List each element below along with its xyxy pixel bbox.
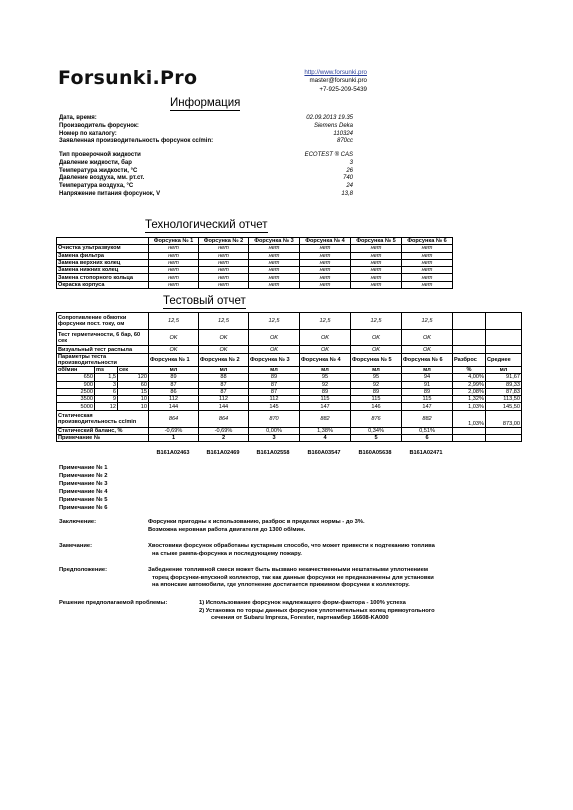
perf-cell: 86 [149, 388, 199, 395]
unit-header: мл [300, 367, 351, 374]
logo: Forsunki.Pro [58, 67, 198, 89]
info-row [59, 115, 353, 123]
info-value: 3 [349, 159, 353, 166]
test-cell: 12,5 [199, 313, 249, 330]
conclusion-text: Форсунки пригодны к использованию, разброс в пределах нормы - до 3%. Возможна неровная работа двигателя до 1300 об/мин. [148, 519, 365, 533]
notes-list [59, 464, 107, 513]
perf-injector-header: Форсунка № 1 [149, 354, 199, 367]
remark-text: Хвостовики форсунок обработаны кустарным способо, что может привести к подтеканию топлива на стыке рампа-форсунка и последующему пожару. [148, 543, 435, 557]
empty-cell [486, 435, 522, 442]
test-report-title: Тестовый отчет [163, 295, 246, 307]
test-cell: 12,5 [300, 313, 351, 330]
perf-header-label: Параметры теста производительности [57, 354, 149, 367]
tech-cell: нет [199, 274, 249, 281]
rpm-cell: 900 [57, 381, 95, 388]
solution-label: Решение предполагаемой проблемы: [59, 600, 168, 606]
note-item: Примечание № 5 [59, 497, 108, 504]
tech-cell: нет [402, 245, 453, 252]
test-resistance-row [57, 313, 522, 330]
test-cell: 12,5 [249, 313, 300, 330]
unit-header: мл [351, 367, 402, 374]
tech-row-label: Очистка ультразвуком [57, 245, 149, 252]
perf-cell: 87 [249, 381, 300, 388]
test-cell: OK [402, 346, 453, 354]
tech-cell: нет [300, 252, 351, 259]
perf-cell: 89 [402, 388, 453, 395]
perf-units-row [57, 367, 522, 374]
perf-cell: 94 [402, 374, 453, 381]
tech-header-cell: Форсунка № 1 [149, 238, 199, 245]
info-row [59, 123, 353, 131]
tech-report-title: Технологический отчет [145, 219, 268, 231]
note-item: Примечание № 1 [59, 465, 108, 471]
info-value: 13,8 [341, 191, 353, 197]
tech-cell: нет [149, 252, 199, 259]
perf-injector-header: Форсунка № 2 [199, 354, 249, 367]
perf-cell: 87 [149, 381, 199, 388]
static-avg-cell: 873,00 [486, 410, 522, 427]
static-perf-cell: 864 [199, 410, 249, 427]
empty-cell [453, 435, 486, 442]
empty-cell [486, 313, 522, 330]
unit-header: мл [199, 367, 249, 374]
perf-injector-header: Форсунка № 5 [351, 354, 402, 367]
tech-row-label: Замена нижних колец [57, 267, 149, 274]
tech-cell: нет [402, 259, 453, 266]
test-row-label: Визуальный тест распыла [57, 346, 149, 354]
rpm-cell: 650 [57, 374, 95, 381]
info-row [59, 168, 353, 176]
static-balance-cell: 1,38% [300, 427, 351, 434]
rpm-header: об/мин [57, 367, 95, 374]
tech-cell: нет [249, 274, 300, 281]
perf-cell: 91 [402, 381, 453, 388]
info-value: ECOTEST ® CAS [304, 152, 353, 158]
info-label: Тип проверочной жидкости [59, 152, 141, 158]
perf-cell: 87 [249, 388, 300, 395]
tech-cell: нет [300, 245, 351, 252]
perf-injector-header: Форсунка № 3 [249, 354, 300, 367]
empty-cell [486, 427, 522, 434]
tech-cell: нет [249, 252, 300, 259]
contact-block [270, 69, 367, 94]
rpm-cell: 3500 [57, 396, 95, 403]
tech-cell: нет [402, 274, 453, 281]
ms-cell: 12 [95, 403, 118, 410]
test-report-table [56, 312, 522, 442]
ms-cell: 9 [95, 396, 118, 403]
info-label: Производитель форсунок: [59, 122, 139, 129]
pct-header: % [453, 367, 486, 374]
test-cell: OK [149, 330, 199, 346]
ms-cell: 6 [95, 388, 118, 395]
note-number-label: Примечание № [57, 435, 149, 442]
note-item: Примечание № 4 [59, 489, 108, 496]
tech-cell: нет [149, 245, 199, 252]
tech-cell: нет [351, 281, 402, 288]
perf-row [57, 381, 522, 388]
spread-cell: 2,08% [453, 388, 486, 395]
info-value: 24 [346, 183, 353, 190]
tech-report-table [56, 237, 453, 289]
note-number-cell: 4 [300, 435, 351, 442]
serial-number: B161A02471 [409, 450, 443, 456]
test-cell: OK [249, 330, 300, 346]
empty-cell [453, 313, 486, 330]
avg-cell: 91,67 [486, 374, 522, 381]
ms-cell: 1,5 [95, 374, 118, 381]
tech-cell: нет [402, 281, 453, 288]
sec-cell: 10 [118, 403, 149, 410]
tech-row-label: Окраска корпуса [57, 281, 149, 288]
note-number-row [57, 435, 522, 442]
spread-cell: 1,32% [453, 396, 486, 403]
tech-cell: нет [249, 281, 300, 288]
test-cell: OK [300, 330, 351, 346]
serial-number: B161A02463 [156, 450, 190, 456]
test-row-label: Сопротивление обмотки форсунки пост. току, ом [57, 313, 149, 330]
test-cell: OK [199, 330, 249, 346]
tech-header-cell: Форсунка № 5 [351, 238, 402, 245]
info-row [59, 160, 353, 168]
note-number-cell: 1 [149, 435, 199, 442]
info-row [59, 191, 353, 199]
info-label: Давление воздуха, мм. рт.ст. [59, 175, 145, 182]
perf-injector-header: Форсунка № 4 [300, 354, 351, 367]
tech-cell: нет [351, 274, 402, 281]
info-label: Номер по каталогу: [59, 130, 117, 137]
perf-cell: 88 [199, 374, 249, 381]
test-row-label: Тест герметичности, 6 бар, 60 сек [57, 330, 149, 346]
perf-cell: 147 [402, 403, 453, 410]
tech-cell: нет [300, 274, 351, 281]
tech-row-label: Замена фильтра [57, 252, 149, 259]
tech-row [57, 245, 453, 252]
perf-cell: 89 [149, 374, 199, 381]
rpm-cell: 2500 [57, 388, 95, 395]
avg-cell: 145,50 [486, 403, 522, 410]
info-title: Информация [170, 97, 241, 109]
tech-cell: нет [199, 281, 249, 288]
info-value: 870cc [336, 138, 353, 145]
test-cell: OK [300, 346, 351, 354]
test-cell: OK [199, 346, 249, 354]
perf-cell: 115 [402, 396, 453, 403]
perf-cell: 87 [199, 381, 249, 388]
perf-cell: 89 [300, 388, 351, 395]
static-perf-cell: 876 [351, 410, 402, 427]
info-row [59, 138, 353, 146]
phone-text: +7-925-209-5439 [319, 85, 367, 93]
tech-header-row [57, 238, 453, 245]
info-label: Напряжение питания форсунок, V [59, 191, 161, 197]
note-item: Примечание № 2 [59, 473, 108, 480]
static-balance-cell: -0,69% [199, 427, 249, 434]
static-balance-label: Статический баланс, % [57, 427, 149, 434]
empty-cell [453, 427, 486, 434]
tech-cell: нет [351, 252, 402, 259]
tech-cell: нет [351, 245, 402, 252]
perf-injector-header: Форсунка № 6 [402, 354, 453, 367]
static-balance-cell: 0,00% [249, 427, 300, 434]
perf-cell: 145 [249, 403, 300, 410]
static-perf-cell: 870 [249, 410, 300, 427]
tech-row-label: Замена верхних колец [57, 259, 149, 266]
test-cell: OK [149, 346, 199, 354]
test-cell: 12,5 [149, 313, 199, 330]
static-spread-cell: 1,03% [453, 410, 486, 427]
sec-cell: 120 [118, 374, 149, 381]
test-spray-row [57, 346, 522, 354]
rpm-cell: 5000 [57, 403, 95, 410]
static-balance-cell: 0,34% [351, 427, 402, 434]
assumption-label: Предположение: [59, 567, 108, 573]
conclusion-label: Заключение: [59, 519, 97, 525]
tech-cell: нет [149, 267, 199, 274]
spread-cell: 2,99% [453, 381, 486, 388]
tech-row [57, 274, 453, 281]
static-balance-cell: 0,51% [402, 427, 453, 434]
tech-row-label: Замена стопорного кольца [57, 274, 149, 281]
info-row [59, 183, 353, 191]
sec-header: сек [118, 367, 149, 374]
info-value: 740 [342, 175, 353, 182]
empty-cell [453, 330, 486, 346]
tech-cell: нет [300, 259, 351, 266]
test-cell: 12,5 [351, 313, 402, 330]
test-tightness-row [57, 330, 522, 346]
perf-cell: 144 [199, 403, 249, 410]
tech-cell: нет [300, 281, 351, 288]
tech-cell: нет [402, 267, 453, 274]
perf-cell: 115 [351, 396, 402, 403]
sec-cell: 10 [118, 396, 149, 403]
spread-header: Разброс [453, 354, 486, 367]
static-balance-row [57, 427, 522, 434]
spread-cell: 4,00% [453, 374, 486, 381]
ms-cell: 3 [95, 381, 118, 388]
tech-cell: нет [149, 281, 199, 288]
perf-row [57, 396, 522, 403]
note-number-cell: 5 [351, 435, 402, 442]
tech-cell: нет [199, 259, 249, 266]
tech-header-cell: Форсунка № 6 [402, 238, 453, 245]
perf-cell: 89 [351, 388, 402, 395]
tech-row [57, 252, 453, 259]
test-cell: OK [402, 330, 453, 346]
perf-cell: 95 [351, 374, 402, 381]
tech-row [57, 281, 453, 288]
tech-cell: нет [249, 245, 300, 252]
info-label: Заявленная производительность форсунок cc/min: [59, 138, 214, 145]
perf-cell: 92 [351, 381, 402, 388]
info-label: Дата, время: [59, 115, 97, 121]
note-number-cell: 2 [199, 435, 249, 442]
perf-cell: 112 [149, 396, 199, 403]
test-cell: 12,5 [402, 313, 453, 330]
note-number-cell: 3 [249, 435, 300, 442]
perf-cell: 92 [300, 381, 351, 388]
tech-cell: нет [249, 267, 300, 274]
tech-cell: нет [351, 259, 402, 266]
note-item: Примечание № 6 [59, 505, 108, 512]
test-cell: OK [351, 346, 402, 354]
note-number-cell: 6 [402, 435, 453, 442]
avg-cell: 113,50 [486, 396, 522, 403]
serial-number: B160A05638 [358, 450, 392, 456]
perf-cell: 147 [300, 403, 351, 410]
test-cell: OK [249, 346, 300, 354]
tech-cell: нет [149, 274, 199, 281]
static-perf-cell: 864 [149, 410, 199, 427]
info-label: Температура воздуха, °C [59, 183, 134, 190]
serial-number: B161A02469 [206, 450, 240, 456]
serial-number: B161A02558 [256, 450, 290, 456]
unit-header: мл [249, 367, 300, 374]
perf-cell: 115 [300, 396, 351, 403]
perf-cell: 112 [199, 396, 249, 403]
perf-cell: 146 [351, 403, 402, 410]
website-link[interactable]: http://www.forsunki.pro [304, 69, 367, 76]
avg-cell: 89,33 [486, 381, 522, 388]
ms-header: ms [95, 367, 118, 374]
perf-row [57, 374, 522, 381]
remark-label: Замечание: [59, 543, 93, 549]
info-value: 110324 [333, 130, 353, 137]
info-row [59, 152, 353, 160]
empty-cell [486, 346, 522, 354]
tech-cell: нет [199, 245, 249, 252]
note-item: Примечание № 3 [59, 481, 108, 488]
tech-header-cell: Форсунка № 3 [249, 238, 300, 245]
avg-header: Среднее [486, 354, 522, 367]
unit-header: мл [402, 367, 453, 374]
info-value: 02.09.2013 19.35 [306, 115, 353, 121]
static-perf-row [57, 410, 522, 427]
empty-cell [486, 330, 522, 346]
perf-cell: 89 [249, 374, 300, 381]
tech-cell: нет [199, 252, 249, 259]
empty-cell [453, 346, 486, 354]
sec-cell: 15 [118, 388, 149, 395]
assumption-text: Забеднение топливной смеси может быть вызвано некачественными нештатными уплотнением торец форсунки-впускной коллектор, так как данные форсунки не предназначены для установки на японские автомобили, где уплотнение достигается прижимом форсунки к коллектору. [148, 567, 434, 588]
info-label: Температура жидкости, °C [59, 167, 138, 174]
perf-cell: 112 [249, 396, 300, 403]
tech-cell: нет [402, 252, 453, 259]
static-perf-label: Статическая производительность cc/min [57, 410, 149, 427]
perf-cell: 144 [149, 403, 199, 410]
info-value: 26 [346, 167, 353, 174]
tech-header-cell: Форсунка № 2 [199, 238, 249, 245]
info-row [59, 175, 353, 183]
tech-cell: нет [300, 267, 351, 274]
tech-header-cell: Форсунка № 4 [300, 238, 351, 245]
tech-cell: нет [351, 267, 402, 274]
perf-row [57, 388, 522, 395]
tech-row [57, 267, 453, 274]
solution-text: 1) Использование форсунок надлежащего форм-фактора - 100% успеха 2) Установка по торцы данных форсунок уплотнительных колец прямоугольного сечения от Subaru Impreza, Forester, партнамбер 16608-KA000 [199, 600, 435, 621]
avg-unit-header: мл [486, 367, 522, 374]
serial-number: B160A03547 [307, 450, 341, 456]
unit-header: мл [149, 367, 199, 374]
spread-cell: 1,03% [453, 403, 486, 410]
tech-cell: нет [149, 259, 199, 266]
perf-header-row [57, 354, 522, 367]
perf-cell: 95 [300, 374, 351, 381]
tech-row [57, 259, 453, 266]
sec-cell: 60 [118, 381, 149, 388]
static-perf-cell: 882 [300, 410, 351, 427]
tech-cell: нет [249, 259, 300, 266]
tech-cell: нет [199, 267, 249, 274]
avg-cell: 87,83 [486, 388, 522, 395]
tech-header-cell [57, 238, 149, 245]
static-balance-cell: -0,69% [149, 427, 199, 434]
perf-cell: 87 [199, 388, 249, 395]
email-text: master@forsunki.pro [309, 77, 367, 85]
static-perf-cell: 882 [402, 410, 453, 427]
perf-row [57, 403, 522, 410]
info-value: Siemens Deka [313, 122, 353, 129]
test-cell: OK [351, 330, 402, 346]
info-label: Давление жидкости, бар [59, 159, 132, 166]
